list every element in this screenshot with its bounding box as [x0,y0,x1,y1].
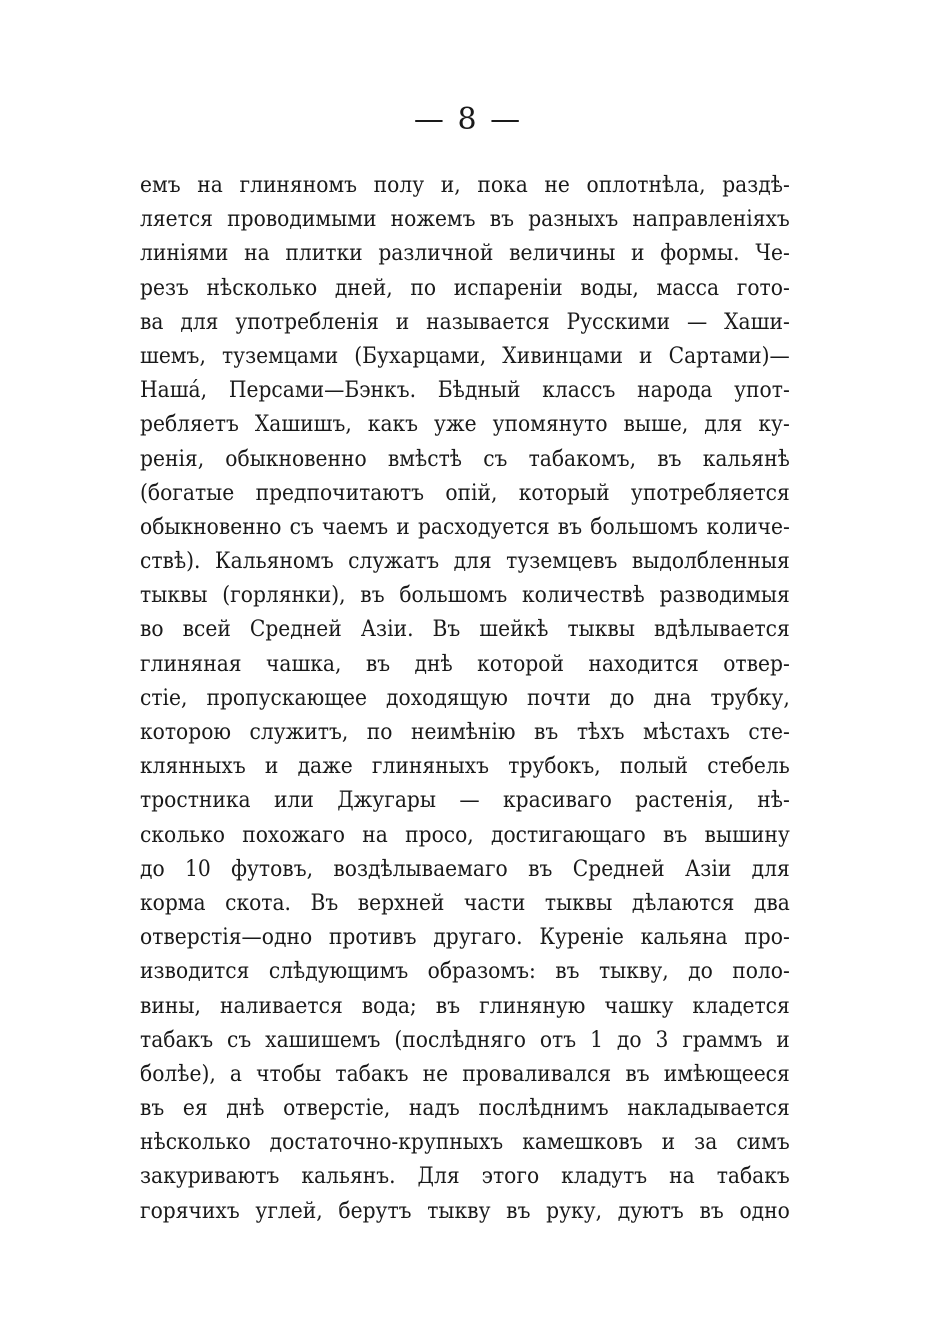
page-number: — 8 — [413,102,523,137]
text-line: нѣсколько достаточно-крупныхъ камешковъ и за симъ [140,1129,790,1156]
text-line: корма скота. Въ верхней части тыквы дѣлаются два [140,889,790,916]
text-line: изводится слѣдующимъ образомъ: въ тыкву, до поло- [140,958,790,985]
text-line: клянныхъ и даже глиняныхъ трубокъ, полый стебель [140,753,790,780]
text-line: горячихъ углей, берутъ тыкву въ руку, дуютъ въ одно [140,1197,790,1224]
text-line: табакъ съ хашишемъ (послѣдняго отъ 1 до 3 граммъ и [140,1026,790,1053]
text-line: ляется проводимыми ножемъ въ разныхъ направленіяхъ [140,206,790,233]
text-line: до 10 футовъ, воздѣлываемаго въ Средней Азіи для [140,855,790,882]
text-line: стіе, пропускающее доходящую почти до дна трубку, [140,684,790,711]
text-line: которою служитъ, по неимѣнію въ тѣхъ мѣстахъ сте- [140,719,790,745]
text-line: резъ нѣсколько дней, по испареніи воды, масса гото- [140,274,790,301]
text-line: тыквы (горлянки), въ большомъ количествѣ разводимыя [140,582,790,609]
text-line: тростника или Джугары — красиваго растенія, нѣ- [140,787,790,814]
text-line: емъ на глиняномъ полу и, пока не оплотнѣла, раздѣ- [140,172,790,198]
text-line: закуриваютъ кальянъ. Для этого кладутъ на табакъ [140,1163,790,1190]
text-line: Нашá, Персами—Бэнкъ. Бѣдный классъ народа упот- [140,377,790,404]
text-line: ренія, обыкновенно вмѣстѣ съ табакомъ, въ кальянѣ [140,445,790,472]
text-line: ребляетъ Хашишъ, какъ уже упомянуто выше, для ку- [140,411,790,438]
text-line: шемъ, туземцами (Бухарцами, Хивинцами и Сартами)— [140,342,790,369]
text-line: (богатые предпочитаютъ опій, который употребляется [140,479,790,506]
text-line: болѣе), а чтобы табакъ не проваливался въ имѣющееся [140,1060,790,1087]
text-line: во всей Средней Азіи. Въ шейкѣ тыквы вдѣлывается [140,616,790,643]
text-line: отверстія—одно противъ другаго. Куреніе кальяна про- [140,924,790,951]
text-line: ствѣ). Кальяномъ служатъ для туземцевъ выдолбленныя [140,548,790,575]
text-line: сколько похожаго на просо, достигающаго въ вышину [140,821,790,848]
text-line: обыкновенно съ чаемъ и расходуется въ большомъ количе- [140,513,790,540]
text-line: глиняная чашка, въ днѣ которой находится отвер- [140,650,790,677]
text-line: ва для употребленія и называется Русскими — Хаши- [140,308,790,335]
text-line: въ ея днѣ отверстіе, надъ послѣднимъ накладывается [140,1095,790,1122]
text-line: вины, наливается вода; въ глиняную чашку кладется [140,992,790,1019]
body-text [140,168,790,1228]
text-line: линіями на плитки различной величины и формы. Че- [140,240,790,267]
